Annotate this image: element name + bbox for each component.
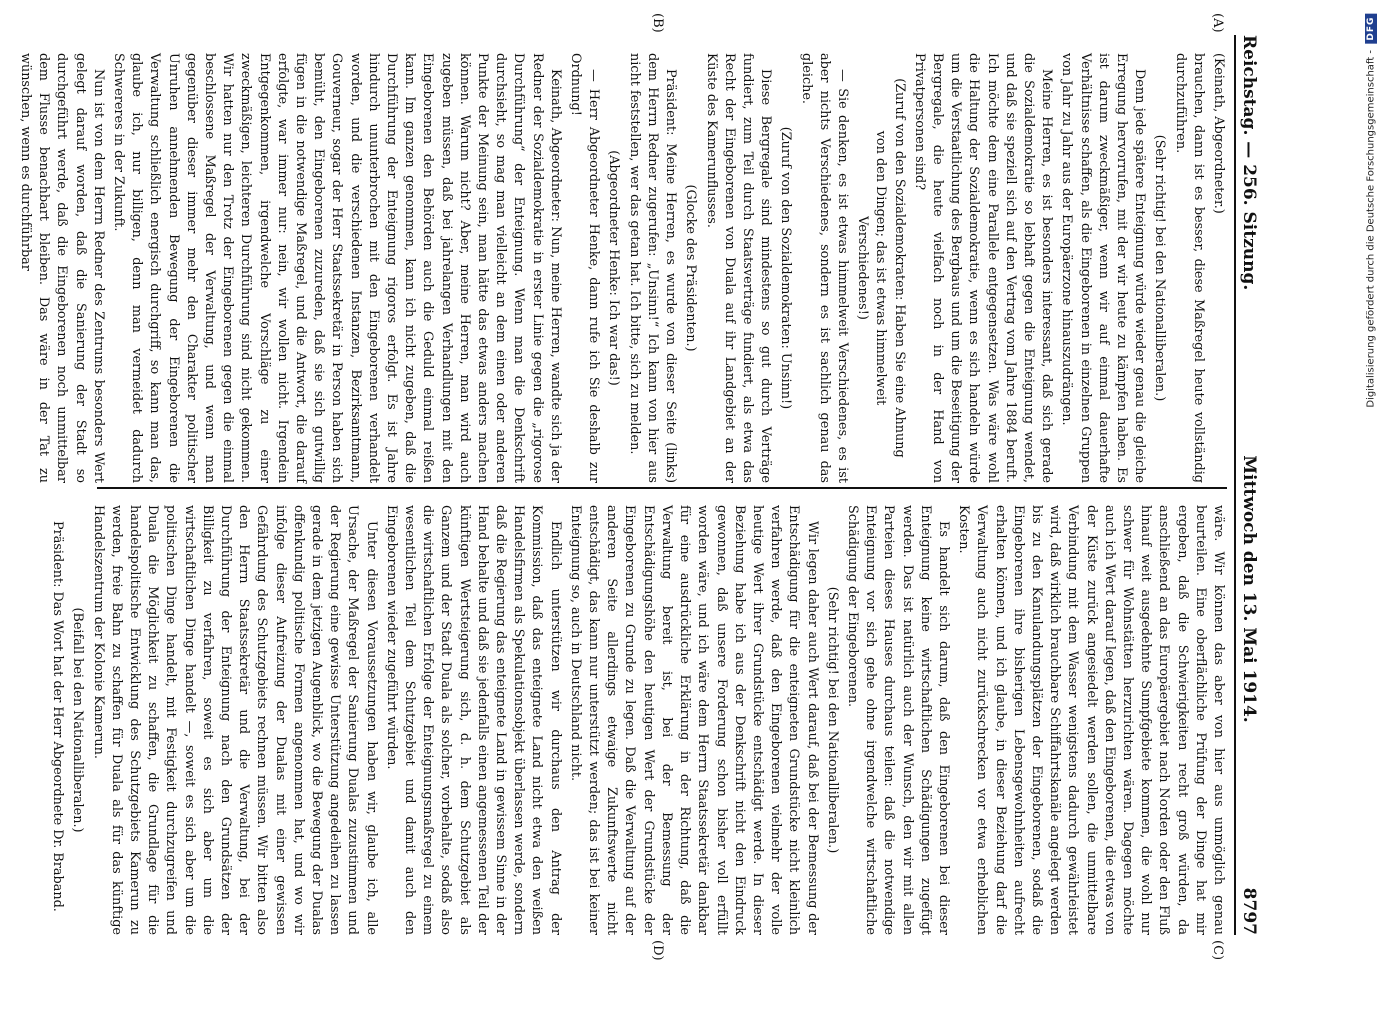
- paragraph: Wir legen daher auch Wert darauf, daß bei der Bemessung der Entschädigung für die enteigneten Grundstücke nicht kleinlich verfahren werde, daß den Eingeborenen vielmehr der volle heutige Wert ihrer Grundstücke entschädigt werde. In dieser Beziehung habe ich aus der Denkschrift nicht den Eindruck gewonnen, daß unsere Forderung schon bisher voll erfüllt worden wäre, und ich wäre dem Herrn Staatssekretär dankbar für eine ausdrückliche Erklärung in der Richtung, daß die Verwaltung bereit ist, bei der Bemessung der Entschädigungshöhe den heutigen Wert der Grundstücke der Eingeborenen zu Grunde zu legen. Daß die Verwaltung auf der anderen Seite allerdings etwaige Zukunftswerte nicht entschädigt, das kann nur unterstützt werden; das ist bei keiner Enteignung so, auch in Deutschland nicht.: [567, 505, 820, 935]
- credit-text: Digitalisierung gefördert durch die Deutsche Forschungsgemeinschaft -: [1365, 50, 1377, 408]
- interjection: (Glocke des Präsidenten.): [683, 184, 699, 352]
- paragraph: Diese Bergregale sind mindestens so gut durch Verträge fundiert, zum Teil durch Staatsverträge fundiert, als etwa das Recht der Eingeborenen von Duala auf ihr Landgebiet an der Küste des Kamerunflusses.: [703, 53, 774, 483]
- margin-marker-d: (D): [650, 940, 665, 961]
- interjection: (Sehr richtig! bei den Nationalliberalen.): [1152, 134, 1168, 402]
- rotated-page: [0, 13, 1265, 1035]
- margin-marker-a: (A): [1210, 13, 1225, 33]
- margin-marker-b: (B): [650, 13, 665, 33]
- interjection: (Beifall bei den Nationalliberalen.): [70, 607, 86, 833]
- paragraph: (Keinath, Abgeordneter.): [1211, 53, 1226, 214]
- margin-marker-c: (C): [1210, 940, 1225, 961]
- paragraph: Endlich unterstützen wir durchaus den Antrag der Kommission, daß das enteignete Land nicht etwa den weißen Handelsfirmen als Spekulationsobjekt überlassen werde, sondern daß die Regierung das enteignete Land in gewissem Sinne in der Hand behalte und daß sie jedenfalls einen angemessenen Teil der künftigen Wertsteigerung sich, d. h. dem Schutzgebiet als Ganzem und der Stadt Duala als solcher, vorbehalte, sodaß also die wirtschaftlichen Erfolge der Enteignungsmaßregel zu einem wesentlichen Teil dem Schutzgebiet und damit auch den Eingeborenen wieder zugeführt würden.: [383, 505, 563, 935]
- paragraph: — Sie denken, es ist etwas himmelweit Verschiedenes, es ist aber nichts Verschiedenes, sondern es ist sachlich genau das gleiche.: [798, 53, 850, 483]
- page-header: [1234, 35, 1265, 935]
- paragraph: Nun ist von dem Herrn Redner des Zentrums besonders Wert gelegt darauf worden, daß die Sanierung der Stadt so durchgeführt werde, daß die Eingeborenen noch unmittelbar dem Flusse benachbart bleiben. Das wäre in der Tat zu wünschen, wenn es durchführbar: [18, 53, 106, 483]
- paragraph: Präsident: Das Wort hat der Herr Abgeordnete Dr. Braband.: [50, 521, 66, 912]
- digitization-credit: [1365, 14, 1377, 408]
- interjection: (Zuruf von den Sozialdemokraten: Unsinn!): [778, 126, 794, 410]
- dfg-logo: DFG: [1365, 14, 1377, 44]
- paragraph: Denn jede spätere Enteignung würde wieder genau die gleiche Erregung hervorrufen, mit der wir heute zu kämpfen haben. Es ist darum zweckmäßiger, wenn wir auf einmal dauerhafte Verhältnisse schaffen, als die Eingeborenen in einzelnen Gruppen von Jahr zu Jahr aus der Europäerzone hinauszudrängen.: [1059, 53, 1148, 483]
- paragraph: Keinath, Abgeordneter: Nun, meine Herren, wandte sich ja der Redner der Sozialdemokratie in erster Linie gegen die „rigorose Durchführung“ der Enteignung. Wenn man die Denkschrift durchsieht, so mag man vielleicht an dem einen oder anderen Punkte der Meinung sein, man hätte das etwas anders machen können. Warum nicht? Aber, meine Herren, man wird auch zugeben müssen, daß bei jahrelangen Verhandlungen mit den Eingeborenen den Behörden auch die Geduld einmal reißen kann. Im ganzen genommen, kann ich nicht zugeben, daß die Durchführung der Enteignung rigoros erfolgt. Es ist Jahre hindurch ununterbrochen mit den Eingeborenen verhandelt worden, und die verschiedenen Instanzen, Bezirksamtmann, Gouverneur, sogar der Herr Staatssekretär in Person haben sich bemüht, den Eingeborenen zuzureden, daß sie sich gutwillig fügen in die notwendige Maßregel, und die Antwort, die darauf erfolgte, war immer nur: nein, wir wollen nicht. Irgendein Entgegenkommen, irgendwelche Vorschläge zu einer zweckmäßigen, leichteren Durchführung sind nicht gekommen. Wir hatten nur den Trotz der Eingeborenen gegen die einmal beschlossene Maßregel der Verwaltung, und wenn man gegenüber dieser immer mehr den Charakter politischer Unruhen annehmenden Bewegung der Eingeborenen die Verwaltung schließlich energisch durchgriff, so kann man das, glaube ich, nur billigen, denn man vermeidet dadurch Schwereres in der Zukunft.: [111, 53, 563, 483]
- paragraph: Es handelt sich darum, daß den Eingeborenen bei dieser Enteignung keine wirtschaftlichen Schädigungen zugefügt werden. Das ist natürlich auch der Wunsch, den wir mit allen Parteien dieses Hauses durchaus teilen: daß die notwendige Enteignung vor sich gehe ohne irgendwelche wirtschaftliche Schädigung der Eingeborenen.: [844, 505, 951, 935]
- paragraph: wäre. Wir können das aber von hier aus unmöglich genau beurteilen. Eine oberflächliche Prüfung der Dinge hat mir ergeben, daß die Schwierigkeiten recht groß würden, da anschließend an das Europäergebiet nach Norden oder den Fluß hinauf weit ausgedehnte Sumpfgebiete kommen, die wohl nur schwer für Wohnstätten herzurichten wären. Dagegen möchte auch ich Wert darauf legen, daß den Eingeborenen, die etwas von der Küste zurück angesiedelt werden sollen, die unmittelbare Verbindung mit dem Wasser wenigstens dadurch gewährleistet wird, daß wirklich brauchbare Schiffahrtskanäle angelegt werden bis zu den Kanulandungsplätzen der Eingeborenen, sodaß die Eingeborenen ihre bisherigen Lebensgewohnheiten aufrecht erhalten können, und ich glaube, in dieser Beziehung darf die Verwaltung auch nicht zurückschrecken vor etwa erheblichen Kosten.: [956, 505, 1226, 935]
- column-divider: [97, 487, 1227, 489]
- interjection: (Sehr richtig! bei den Nationalliberalen.): [824, 586, 840, 854]
- interjection: (Abgeordneter Henke: Ich war das!): [606, 150, 622, 386]
- left-column: [18, 53, 1227, 483]
- header-date: Mittwoch den 13. Mai 1914.: [1239, 455, 1259, 723]
- interjection: (Zuruf von den Sozialdemokraten: Haben Sie eine Ahnung von den Dingen; das ist etwas himmelweit Verschiedenes!): [855, 78, 907, 458]
- paragraph: Präsident: Meine Herren, es wurde von dieser Seite (links) dem Herrn Redner zugerufen: „Unsinn!“ Ich kann von hier aus nicht feststellen, wer das getan hat. Ich bitte, sich zu melden.: [626, 53, 679, 483]
- page-number: 8797: [1239, 887, 1259, 935]
- paragraph: — Herr Abgeordneter Henke, dann rufe ich Sie deshalb zur Ordnung!: [568, 53, 602, 483]
- paragraph: Meine Herren, es ist besonders interessant, daß sich gerade die Sozialdemokratie so lebhaft gegen die Enteignung wendet, und daß sie speziell sich auf den Vertrag vom Jahre 1884 beruft. Ich möchte dem eine Parallele entgegensetzen. Was wäre wohl die Haltung der Sozialdemokratie, wenn es sich handeln würde um die Verstaatlichung des Bergbaus und um die Beseitigung der Bergregale, die heute vielfach noch in der Hand von Privatpersonen sind?: [911, 53, 1055, 483]
- page-inner: [18, 13, 1265, 961]
- paragraph: brauchen, dann ist es besser, diese Maßregel heute vollständig durchzuführen.: [1172, 53, 1206, 483]
- right-column: [50, 505, 1227, 935]
- header-left: Reichstag. — 256. Sitzung.: [1239, 35, 1259, 291]
- paragraph: Unter diesen Voraussetzungen haben wir, glaube ich, alle Ursache, der Maßregel der Sanierung Dualas zuzustimmen und der Regierung eine gewisse Unterstützung angedeihen zu lassen gerade in dem jetzigen Augenblick, wo die Bewegung der Dualas offenkundig politische Formen angenommen hat, und wo wir infolge dieser Aufreizung der Dualas mit einer gewissen Gefährdung des Schutzgebiets rechnen müssen. Wir bitten also den Herrn Staatssekretär und die Verwaltung, bei der Durchführung der Enteignung nach den Grundsätzen der Billigkeit zu verfahren, soweit es sich aber um die wirtschaftlichen Dinge handelt —, soweit es sich aber um die politischen Dinge handelt, mit Festigkeit durchzugreifen und Duala die Möglichkeit zu schaffen, die Grundlage für die handelspolitische Entwicklung des Schutzgebiets Kamerun zu werden, freie Bahn zu schaffen für Duala als für das künftige Handelszentrum der Kolonie Kamerun.: [90, 505, 379, 935]
